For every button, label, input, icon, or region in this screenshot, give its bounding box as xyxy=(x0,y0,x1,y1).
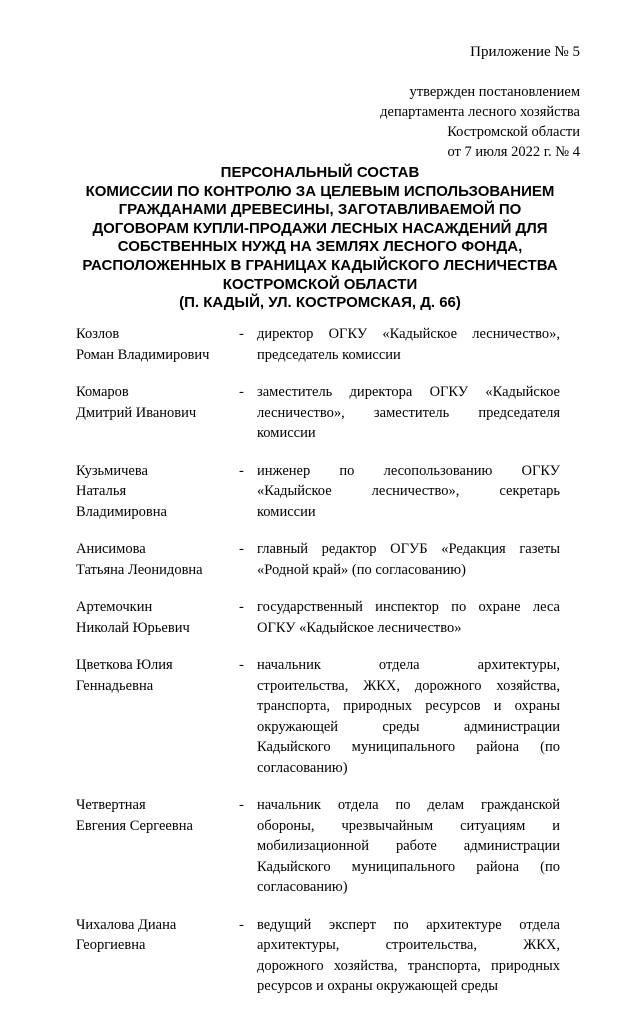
member-name-line: Комаров xyxy=(76,384,129,400)
member-name-line: Чихалова Диана xyxy=(76,916,177,933)
member-name-line: Артемочкин xyxy=(76,599,153,615)
member-role-line: лесничество», заместитель председателя xyxy=(257,404,560,421)
member-role-line: согласованию) xyxy=(257,879,348,895)
title-line: (П. КАДЫЙ, УЛ. КОСТРОМСКАЯ, Д. 66) xyxy=(179,294,461,312)
member-name-line: Роман Владимирович xyxy=(76,346,210,363)
member-role-line: дорожного хозяйства, транспорта, природных xyxy=(257,957,560,974)
member-role-line: главный редактор ОГУБ «Редакция газеты xyxy=(257,541,560,557)
member-name-line: Наталья xyxy=(76,483,127,499)
member-row xyxy=(76,324,560,365)
member-role-line: Кадыйского муниципального района (по xyxy=(257,858,560,875)
member-list xyxy=(76,324,560,1014)
member-role-line: «Кадыйское лесничество», секретарь xyxy=(257,483,560,499)
member-role-line: транспорта, природных ресурсов и охраны xyxy=(257,698,560,714)
approval-line: от 7 июля 2022 г. № 4 xyxy=(447,144,580,160)
member-name xyxy=(76,461,239,523)
member-role xyxy=(257,795,560,898)
member-role-line: ОГКУ «Кадыйское лесничество» xyxy=(257,619,462,636)
member-role-line: согласованию) xyxy=(257,759,348,776)
member-name-line: Николай Юрьевич xyxy=(76,619,190,636)
member-dash: - xyxy=(239,462,244,479)
approval-block xyxy=(280,82,580,162)
member-role-line: инженер по лесопользованию ОГКУ xyxy=(257,462,560,479)
title-line: ГРАЖДАНАМИ ДРЕВЕСИНЫ, ЗАГОТАВЛИВАЕМОЙ ПО xyxy=(118,201,522,219)
appendix-label: Приложение № 5 xyxy=(470,44,580,60)
member-name xyxy=(76,655,239,778)
member-role-line: начальник отдела архитектуры, xyxy=(257,657,560,673)
member-name-line: Дмитрий Иванович xyxy=(76,404,197,421)
member-role-line: строительства, ЖКХ, дорожного хозяйства, xyxy=(257,677,560,694)
member-role-line: заместитель директора ОГКУ «Кадыйское xyxy=(257,384,560,400)
member-role xyxy=(257,382,560,444)
member-role-line: директор ОГКУ «Кадыйское лесничество», xyxy=(257,326,560,342)
member-dash: - xyxy=(239,797,244,813)
member-row xyxy=(76,915,560,997)
member-dash: - xyxy=(239,657,244,673)
member-dash: - xyxy=(239,326,244,342)
member-role xyxy=(257,539,560,580)
member-name-line: Козлов xyxy=(76,326,120,342)
member-role xyxy=(257,915,560,997)
member-role-line: комиссии xyxy=(257,503,316,520)
title-line: КОСТРОМСКОЙ ОБЛАСТИ xyxy=(222,275,418,293)
member-name-line: Кузьмичева xyxy=(76,462,148,479)
approval-line: департамента лесного хозяйства xyxy=(380,104,580,120)
member-name xyxy=(76,382,239,444)
member-row xyxy=(76,795,560,898)
member-name-line: Анисимова xyxy=(76,541,146,557)
member-role-line: окружающей среды администрации xyxy=(257,718,560,735)
member-dash: - xyxy=(239,541,244,557)
member-name-line: Евгения Сергеевна xyxy=(76,817,193,834)
member-dash: - xyxy=(239,916,244,933)
member-name xyxy=(76,324,239,365)
member-row xyxy=(76,597,560,638)
member-role-line: мобилизационной работе администрации xyxy=(257,838,560,854)
member-name-line: Геннадьевна xyxy=(76,677,154,694)
member-name xyxy=(76,915,239,997)
member-name xyxy=(76,539,239,580)
member-row xyxy=(76,655,560,778)
member-role-line: ресурсов и охраны окружающей среды xyxy=(257,978,499,994)
approval-line: Костромской области xyxy=(447,124,580,140)
title-line: ДОГОВОРАМ КУПЛИ-ПРОДАЖИ ЛЕСНЫХ НАСАЖДЕНИЙ ДЛЯ xyxy=(92,219,548,237)
member-role-line: начальник отдела по делам гражданской xyxy=(257,797,560,813)
member-role-line: комиссии xyxy=(257,425,316,441)
title-line: ПЕРСОНАЛЬНЫЙ СОСТАВ xyxy=(220,164,420,181)
member-role xyxy=(257,461,560,523)
member-role-line: обороны, чрезвычайным ситуациям и xyxy=(257,817,560,834)
member-role xyxy=(257,324,560,365)
member-name-line: Цветкова Юлия xyxy=(76,657,173,673)
member-name-line: Владимировна xyxy=(76,503,167,520)
member-name xyxy=(76,795,239,898)
member-row xyxy=(76,382,560,444)
document-title xyxy=(70,164,570,313)
member-role-line: ведущий эксперт по архитектуре отдела xyxy=(257,916,560,933)
member-role-line: «Родной край» (по согласованию) xyxy=(257,561,466,578)
member-row xyxy=(76,539,560,580)
member-role-line: государственный инспектор по охране леса xyxy=(257,599,560,615)
title-line: РАСПОЛОЖЕННЫХ В ГРАНИЦАХ КАДЫЙСКОГО ЛЕСНИЧЕСТВА xyxy=(82,256,558,274)
member-dash: - xyxy=(239,384,244,400)
member-role xyxy=(257,597,560,638)
member-name-line: Георгиевна xyxy=(76,937,146,953)
member-dash: - xyxy=(239,599,244,615)
member-name xyxy=(76,597,239,638)
member-role-line: Кадыйского муниципального района (по xyxy=(257,739,560,755)
title-line: КОМИССИИ ПО КОНТРОЛЮ ЗА ЦЕЛЕВЫМ ИСПОЛЬЗОВАНИЕМ xyxy=(85,182,555,200)
member-role-line: председатель комиссии xyxy=(257,346,401,363)
member-name-line: Татьяна Леонидовна xyxy=(76,561,203,578)
approval-line: утвержден постановлением xyxy=(409,84,580,100)
title-line: СОБСТВЕННЫХ НУЖД НА ЗЕМЛЯХ ЛЕСНОГО ФОНДА, xyxy=(117,238,523,256)
member-name-line: Четвертная xyxy=(76,797,146,813)
member-row xyxy=(76,461,560,523)
member-role xyxy=(257,655,560,778)
member-role-line: архитектуры, строительства, ЖКХ, xyxy=(257,937,560,953)
